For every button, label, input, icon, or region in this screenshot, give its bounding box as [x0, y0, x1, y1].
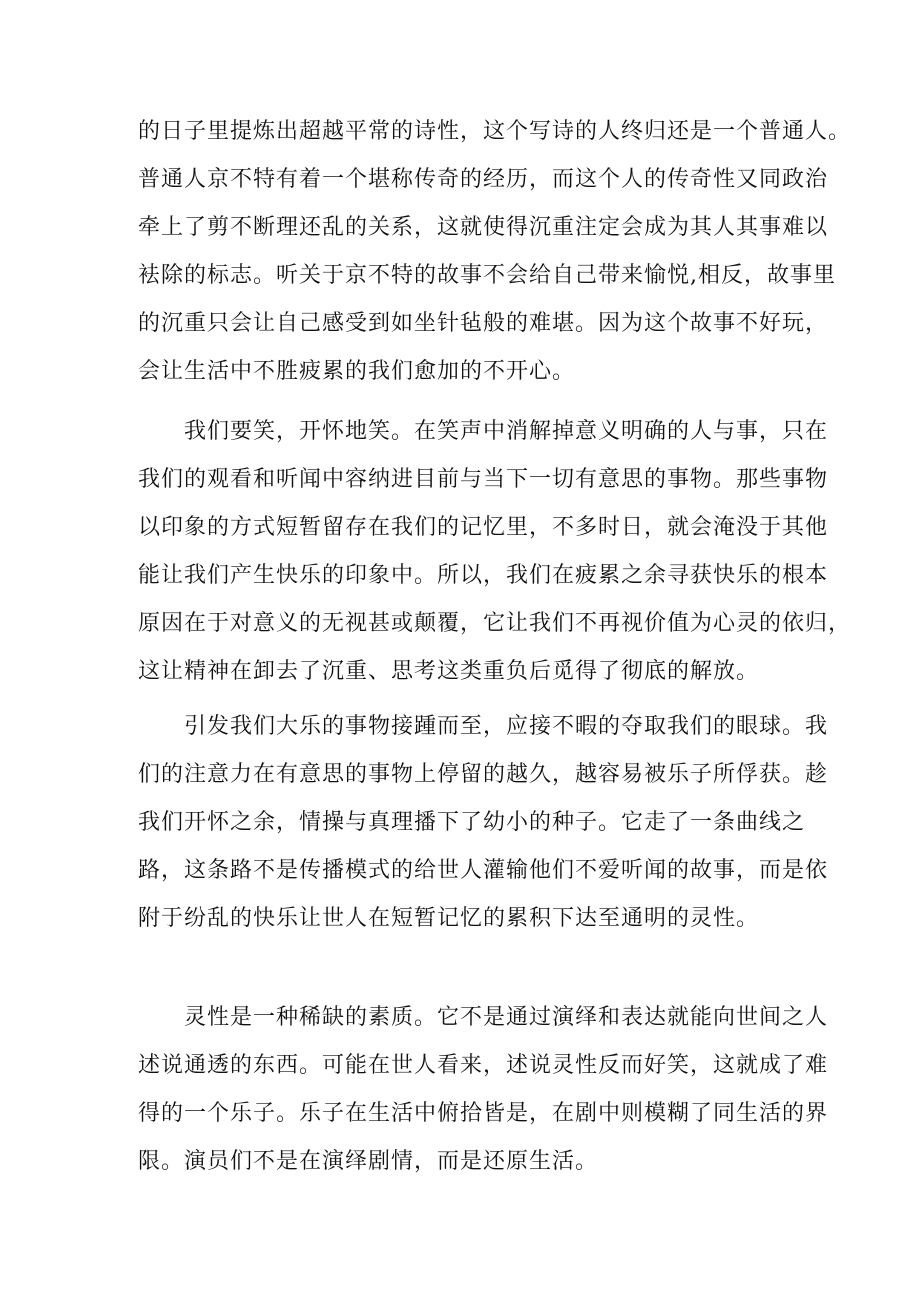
paragraph-3 — [138, 703, 829, 943]
text-line: 引发我们大乐的事物接踵而至，应接不暇的夺取我们的眼球。我 — [138, 714, 829, 739]
text-line: 们的注意力在有意思的事物上停留的越久，越容易被乐子所俘获。趁 — [138, 762, 829, 787]
text-line: 以印象的方式短暂留存在我们的记忆里，不多时日，就会淹没于其他 — [138, 515, 829, 540]
text-line: 我们开怀之余，情操与真理播下了幼小的种子。它走了一条曲线之 — [138, 810, 806, 835]
text-line: 限。演员们不是在演绎剧情，而是还原生活。 — [138, 1149, 599, 1174]
text-line: 能让我们产生快乐的印象中。所以，我们在疲累之余寻获快乐的根本 — [138, 563, 829, 588]
text-line: 的沉重只会让自己感受到如坐针毡般的难堪。因为这个故事不好玩， — [138, 311, 829, 336]
text-line: 这让精神在卸去了沉重、思考这类重负后觅得了彻底的解放。 — [138, 659, 760, 684]
paragraph-2 — [138, 408, 852, 696]
text-line: 普通人京不特有着一个堪称传奇的经历，而这个人的传奇性又同政治 — [138, 167, 829, 192]
text-line: 袪除的标志。听关于京不特的故事不会给自己带来愉悦,相反，故事里 — [138, 263, 836, 288]
text-line: 我们要笑，开怀地笑。在笑声中消解掉意义明确的人与事，只在 — [138, 419, 829, 444]
text-line: 的日子里提炼出超越平常的诗性，这个写诗的人终归还是一个普通人。 — [138, 119, 852, 144]
text-line: 述说通透的东西。可能在世人看来，述说灵性反而好笑，这就成了难 — [138, 1053, 829, 1078]
paragraph-1 — [138, 108, 852, 396]
text-line: 灵性是一种稀缺的素质。它不是通过演绎和表达就能向世间之人 — [138, 1005, 829, 1030]
text-line: 牵上了剪不断理还乱的关系，这就使得沉重注定会成为其人其事难以 — [138, 215, 829, 240]
text-line: 路，这条路不是传播模式的给世人灌输他们不爱听闻的故事，而是依 — [138, 858, 829, 883]
paragraph-4 — [138, 994, 829, 1186]
text-line: 得的一个乐子。乐子在生活中俯拾皆是，在剧中则模糊了同生活的界 — [138, 1101, 829, 1126]
text-line: 会让生活中不胜疲累的我们愈加的不开心。 — [138, 359, 576, 384]
text-line: 原因在于对意义的无视甚或颠覆，它让我们不再视价值为心灵的依归， — [138, 611, 852, 636]
text-line: 我们的观看和听闻中容纳进目前与当下一切有意思的事物。那些事物 — [138, 467, 829, 492]
text-line: 附于纷乱的快乐让世人在短暂记忆的累积下达至通明的灵性。 — [138, 906, 760, 931]
